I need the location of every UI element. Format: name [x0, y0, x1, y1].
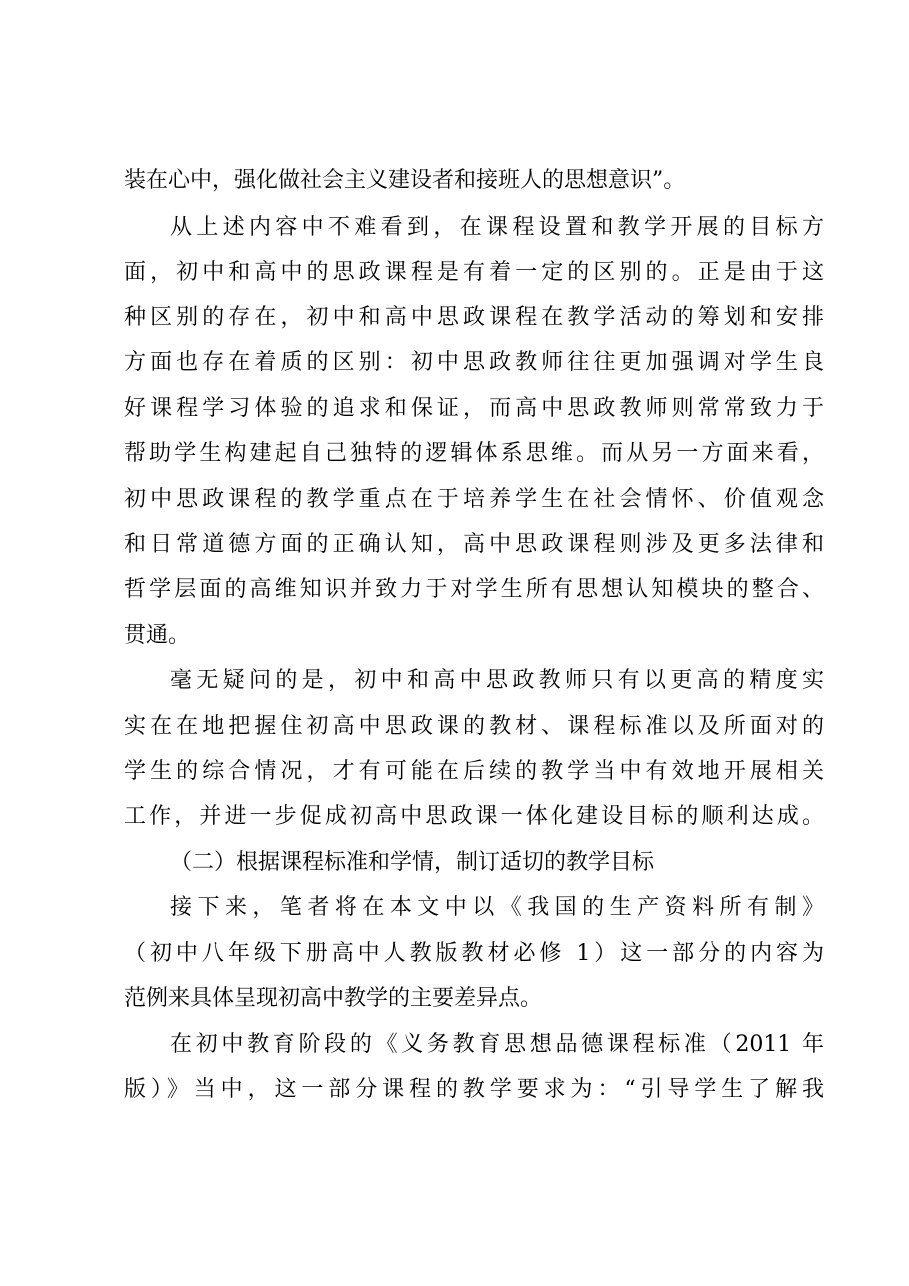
paragraph-line-15: 工作，并进一步促成初高中思政课一体化建设目标的顺利达成。	[124, 804, 824, 829]
paragraph-line-19: 范例来具体呈现初高中教学的主要差异点。	[124, 986, 543, 1011]
paragraph-line-4: 种区别的存在，初中和高中思政课程在教学活动的筹划和安排	[124, 305, 824, 330]
paragraph-line-10: 哲学层面的高维知识并致力于对学生所有思想认知模块的整合、	[124, 577, 824, 602]
paragraph-line-8: 初中思政课程的教学重点在于培养学生在社会情怀、价值观念	[124, 487, 824, 512]
paragraph-line-21: 版）》当中，这一部分课程的教学要求为：“引导学生了解我	[124, 1077, 824, 1102]
paragraph-line-12: 毫无疑问的是，初中和高中思政教师只有以更高的精度实	[170, 668, 824, 693]
paragraph-line-9: 和日常道德方面的正确认知，高中思政课程则涉及更多法律和	[124, 532, 824, 557]
section-heading: （二）根据课程标准和学情，制订适切的教学目标	[170, 850, 655, 875]
paragraph-line-17: 接下来，笔者将在本文中以《我国的生产资料所有制》	[170, 895, 824, 920]
paragraph-line-1: 装在心中，强化做社会主义建设者和接班人的思想意识”。	[124, 168, 686, 193]
paragraph-line-11: 贯通。	[124, 623, 191, 648]
paragraph-line-6: 好课程学习体验的追求和保证，而高中思政教师则常常致力于	[124, 396, 824, 421]
paragraph-line-18: （初中八年级下册高中人教版教材必修 1）这一部分的内容为	[124, 941, 824, 966]
paragraph-line-20: 在初中教育阶段的《义务教育思想品德课程标准（2011 年	[170, 1032, 824, 1057]
paragraph-line-13: 实在在地把握住初高中思政课的教材、课程标准以及所面对的	[124, 714, 824, 739]
paragraph-line-7: 帮助学生构建起自己独特的逻辑体系思维。而从另一方面来看，	[124, 441, 824, 466]
paragraph-line-5: 方面也存在着质的区别：初中思政教师往往更加强调对学生良	[124, 350, 824, 375]
paragraph-line-3: 面，初中和高中的思政课程是有着一定的区别的。正是由于这	[124, 260, 824, 285]
paragraph-line-2: 从上述内容中不难看到，在课程设置和教学开展的目标方	[170, 215, 824, 240]
paragraph-line-14: 学生的综合情况，才有可能在后续的教学当中有效地开展相关	[124, 759, 824, 784]
